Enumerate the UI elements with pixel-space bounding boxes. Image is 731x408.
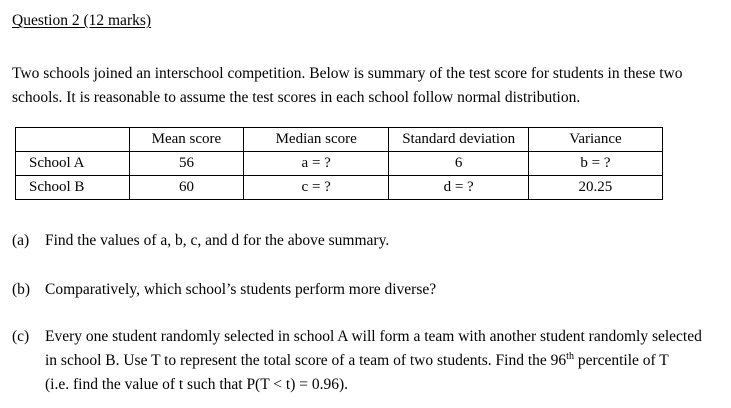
intro-paragraph [12, 62, 724, 110]
part-a [12, 229, 389, 253]
summary-table [15, 127, 663, 200]
part-c-line-2-pre: in school B. Use T to represent the total score of a team of two students. Find the 96 [45, 352, 567, 369]
table-header-cell: Standard deviation [389, 128, 528, 152]
table-row [16, 152, 663, 176]
table-cell: 60 [129, 176, 243, 200]
part-b-text: Comparatively, which school’s students perform more diverse? [45, 281, 437, 298]
part-c-superscript: th [566, 351, 574, 362]
part-c-line-1: Every one student randomly selected in school A will form a team with another student randomly selected [45, 328, 702, 345]
question-heading: Question 2 (12 marks) [12, 12, 152, 29]
part-c-label: (c) [12, 328, 30, 345]
table-cell: 20.25 [528, 176, 662, 200]
table-header-cell: Mean score [129, 128, 243, 152]
part-c-line-2-post: percentile of T [573, 352, 669, 369]
table-cell: c = ? [243, 176, 389, 200]
table-cell: d = ? [389, 176, 528, 200]
part-a-label: (a) [12, 232, 30, 249]
part-c-line-2 [45, 349, 702, 373]
part-b-label: (b) [12, 281, 31, 298]
table-cell: a = ? [243, 152, 389, 176]
part-a-text: Find the values of a, b, c, and d for the above summary. [45, 232, 390, 249]
table-row-label: School A [16, 152, 130, 176]
table-header-row [16, 128, 663, 152]
table-header-cell [16, 128, 130, 152]
part-c [12, 325, 702, 397]
table-row-label: School B [16, 176, 130, 200]
intro-line-1: Two schools joined an interschool competition. Below is summary of the test score for students in these two [12, 65, 683, 82]
table-cell: b = ? [528, 152, 662, 176]
part-c-line-3: (i.e. find the value of t such that P(T < t) = 0.96). [45, 376, 349, 393]
intro-line-2: schools. It is reasonable to assume the test scores in each school follow normal distribution. [12, 89, 581, 106]
table-cell: 6 [389, 152, 528, 176]
part-b [12, 278, 436, 302]
table-header-cell: Median score [243, 128, 389, 152]
table-header-cell: Variance [528, 128, 662, 152]
table-cell: 56 [129, 152, 243, 176]
table-row [16, 176, 663, 200]
